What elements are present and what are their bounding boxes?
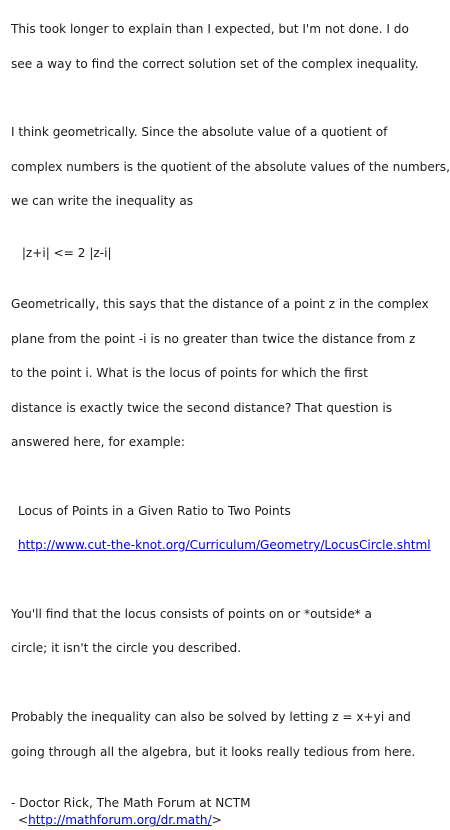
text-line: we can write the inequality as [11,194,194,209]
text-line: to the point i. What is the locus of points for which the first [11,366,368,381]
paragraph-geometric [11,107,450,227]
text-line: answered here, for example: [11,435,185,450]
paragraph-algebra [11,692,416,778]
paragraph-distance [11,279,429,468]
reference-title: Locus of Points in a Given Ratio to Two Points [18,503,291,518]
text-line: I think geometrically. Since the absolute value of a quotient of [11,125,388,140]
text-line: You'll find that the locus consists of points on or *outside* a [11,607,372,622]
signature-url-line [11,812,391,829]
signature-link[interactable]: http://mathforum.org/dr.math/ [28,813,212,828]
reference-block [11,486,431,572]
paragraph-locus [11,589,391,675]
text-line: Probably the inequality can also be solved by letting z = x+yi and [11,710,411,725]
signature-name: - Doctor Rick, The Math Forum at NCTM [11,796,251,811]
text-line: This took longer to explain than I expected, but I'm not done. I do [11,22,409,37]
text-line: complex numbers is the quotient of the absolute values of the numbers, [11,159,450,174]
paragraph-intro [11,4,419,90]
signature [11,795,391,829]
text-line: see a way to find the correct solution set of the complex inequality. [11,56,419,71]
text-line: distance is exactly twice the second distance? That question is [11,400,393,415]
inequality-formula: |z+i| <= 2 |z-i| [18,245,112,260]
text-line: Geometrically, this says that the distance of a point z in the complex [11,297,429,312]
text-line: circle; it isn't the circle you described. [11,641,242,656]
reference-link[interactable]: http://www.cut-the-knot.org/Curriculum/Geometry/LocusCircle.shtml [18,538,431,553]
text-line: going through all the algebra, but it looks really tedious from here. [11,744,416,759]
text-line: plane from the point -i is no greater than twice the distance from z [11,331,416,346]
angle-close: > [211,813,222,828]
angle-open: < [18,813,29,828]
